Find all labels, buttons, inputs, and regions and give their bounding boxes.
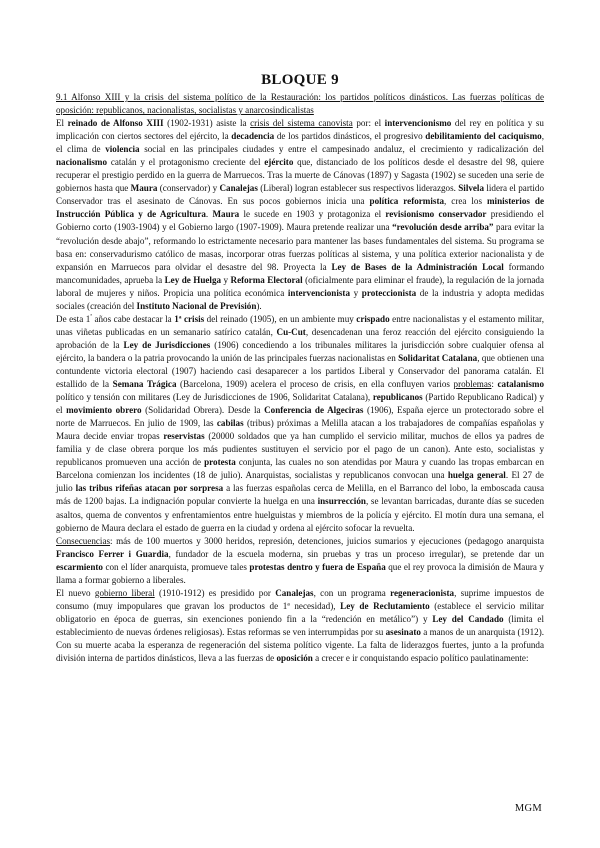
text-run: a manos de un anarquista (1912). Con su muerte acaba la esperanza de regeneración del sistema político vigente. La falta de liderazgos fuertes, junto a la profunda división interna de partidos dinásticos, lleva a las fuerzas de — [56, 626, 544, 664]
bold-term: Semana Trágica — [112, 379, 177, 390]
text-run: conjunta, las cuales no son atendidas por Maura y cuando las tropas embarcan en Barcelona comienzan los incidentes (18 de julio). Anarquistas, socialistas y republicanos convocan una — [56, 457, 545, 481]
text-run: (Liberal) logran establecer sus respectivos liderazgos. — [257, 183, 459, 194]
underlined-term: gobierno liberal — [94, 587, 155, 598]
text-run: (Barcelona, 1909) acelera el proceso de crisis, en ella confluyen varios — [176, 379, 454, 390]
text-run: de la industria y adopta medidas sociales (creación del — [56, 287, 544, 311]
text-run: entre nacionalistas y el estamento militar, unas viñetas publicadas en un semanario satírico catalán, — [56, 313, 544, 337]
text-run: El — [56, 118, 68, 129]
bold-term: Canalejas — [219, 183, 258, 194]
bold-term: debilitamiento del caciquismo — [425, 131, 542, 142]
text-run: (20000 soldados que ya han cumplido el servicio militar, muchos de ellos ya padres de familia y de clase obrera porque los más pudientes sustituyen el servicio por el pago de un canon). Ante esto, socialistas y republicanos promueven una acción de — [56, 431, 544, 468]
bold-term: intervencionismo — [384, 118, 452, 129]
bold-term: Ley de Jurisdicciones — [123, 339, 211, 350]
text-run: , desencadenan una feroz reacción del ejército consiguiendo la aprobación de la — [56, 326, 544, 350]
text-run: lidera el partido Conservador tras el asesinato de Cánovas. En sus pocos gobiernos inicia una — [56, 183, 545, 207]
text-run: , con un programa — [313, 587, 391, 598]
text-run: . El 27 de julio — [56, 470, 544, 494]
bold-term: insurrección — [317, 496, 366, 507]
paragraph — [56, 313, 544, 535]
text-run: por: el — [352, 118, 385, 129]
text-run: (1906) concediendo a los tribunales militares la jurisdicción sobre cualquier ofensa al ejército, la bandera o la patria provocando la unión de las principales fuerzas nacionalistas en — [56, 339, 544, 363]
footer-initials: MGM — [514, 803, 542, 814]
text-run: catalán y el protagonismo creciente del — [107, 157, 265, 168]
paragraph — [56, 587, 544, 665]
text-run: , el clima de — [56, 131, 544, 155]
text-run: ª — [90, 313, 92, 320]
bold-term: Ley del Candado — [432, 613, 504, 624]
bold-term: Canalejas — [275, 587, 314, 598]
text-run: de los partidos dinásticos, el progresivo — [274, 131, 426, 142]
text-run: , fundador de la escuela moderna, sin pruebas y tras un proceso irregular), se pretende dar un — [168, 548, 544, 559]
bold-term: Cu-Cut — [276, 326, 306, 337]
text-run: . — [205, 209, 213, 220]
bold-term: Ley de Huelga — [164, 274, 222, 285]
text-run: del rey en política y su implicación con ciertos sectores del ejército, la — [56, 118, 544, 142]
bold-term: Instituto Nacional de Previsión — [136, 300, 257, 311]
bold-term: republicanos — [372, 392, 423, 403]
bold-term: ministerios de Instrucción Pública y de Agricultura — [56, 196, 544, 220]
document-body — [56, 91, 544, 665]
paragraph — [56, 535, 544, 587]
text-run: le sucede en 1903 y protagoniza el — [239, 209, 386, 220]
bold-term: Ley de Reclutamiento — [340, 600, 430, 611]
underlined-term: Consecuencias — [56, 535, 111, 546]
bold-term: Ley de Bases de la Administración Local — [331, 261, 504, 272]
bold-term: escarmiento — [56, 561, 103, 572]
text-run: con el líder anarquista, promueve tales — [102, 561, 250, 572]
bold-term: intervencionista — [287, 287, 350, 298]
text-run: y — [350, 287, 362, 298]
bold-term: decadencia — [231, 131, 275, 142]
text-run: De esta 1 — [56, 313, 91, 324]
text-run: a las fuerzas españolas cerca de Melilla, en el Barranco del lobo, la emboscada causa más de 1200 bajas. La indignación popular convierte la huelga en una — [56, 483, 544, 507]
text-run: (limita el establecimiento de nuevas órdenes religiosas). Estas reformas se ven interrumpidas por su — [56, 613, 544, 637]
text-run: social en las principales ciudades y entre el campesinado andaluz, el crecimiento y radicalización del — [139, 144, 544, 155]
text-run: del reinado (1905), en un ambiente muy — [204, 313, 357, 324]
text-run: que el rey provoca la dimisión de Maura y llama a formar gobierno a liberales. — [56, 561, 544, 585]
bold-term: asesinato — [385, 626, 421, 637]
text-run: , que obtienen una contundente victoria electoral (1907) haciendo casi desaparecer a los partidos Liberal y Conservador del panorama catalán. El estallido de la — [56, 352, 544, 390]
text-run: (1906), España ejerce un protectorado sobre el norte de Marruecos. En julio de 1909, las — [56, 405, 545, 429]
bold-term: Francisco Ferrer i Guardia — [56, 548, 169, 559]
bold-term: reinado de Alfonso XIII — [67, 118, 164, 129]
text-run: político y tensión con militares (Ley de Jurisdicciones de 1906, Solidaritat Catalana), — [56, 392, 373, 403]
text-run: para evitar la “revolución desde abajo”, reformando lo estrictamente necesario para mantener las bases fundamentales del sistema. Su programa se basa en: conservadurismo católico de masas, incorporar otras fuerzas políticas al sistema, y una política exterior nacionalista y de expansión en Marruecos para olvidar el desastre del 98. Proyecta la — [56, 222, 545, 272]
bold-term: huelga general — [447, 470, 506, 481]
bold-term: ejército — [264, 157, 294, 168]
bold-term: política reformista — [369, 196, 445, 207]
text-run: ). — [256, 300, 262, 311]
bold-term: reservistas — [163, 431, 205, 442]
bold-term: Silvela — [458, 183, 485, 194]
text-run: (conservador) y — [157, 183, 220, 194]
bold-term: movimiento obrero — [66, 405, 142, 416]
text-run: años cabe destacar la — [91, 313, 175, 324]
text-run: (establece el servicio militar obligatorio en época de guerras, sin exenciones poniendo fin a la “redención en metálico”) y — [56, 600, 545, 624]
text-run: formando mancomunidades, aprueba la — [56, 261, 544, 285]
text-run: , se levantan barricadas, durante días se suceden asaltos, quema de conventos y enfrentamientos entre huelguistas y miembros de la policía y ejército. El motín dura una semana, el gobierno de Maura declara el estado de guerra en la ciudad y ordena al ejército sofocar la revuelta. — [56, 496, 544, 533]
underlined-term: crisis del sistema canovista — [250, 118, 353, 129]
text-run: presidiendo el Gobierno corto (1903-1904) y el Gobierno largo (1907-1909). Maura pretende realizar una — [56, 209, 544, 233]
text-run: (1902-1931) asiste la — [163, 118, 251, 129]
text-run: (oficialmente para eliminar el fraude), la regulación de la jornada laboral de mujeres y niños. Propicia una política económica — [56, 274, 545, 298]
text-run: : más de 100 muertos y 3000 heridos, represión, detenciones, juicios sumarios y ejecuciones (pedagogo anarquista — [110, 535, 544, 546]
bold-term: “revolución desde arriba” — [392, 222, 494, 233]
bold-term: regeneracionista — [390, 587, 455, 598]
bold-term: proteccionista — [361, 287, 417, 298]
underlined-term: problemas — [453, 379, 492, 390]
bold-term: crispado — [356, 313, 390, 324]
text-run: y — [221, 274, 231, 285]
paragraph — [56, 117, 544, 313]
bold-term: Solidaritat Catalana — [398, 352, 478, 363]
text-run: (Solidaridad Obrera). Desde la — [141, 405, 265, 416]
bold-term: violencia — [105, 144, 140, 155]
bold-term: las tribus rifeñas atacan por sorpresa — [75, 483, 224, 494]
bold-term: Maura — [212, 209, 240, 220]
bold-term: oposición — [276, 653, 313, 664]
bold-term: 1ª crisis — [174, 313, 205, 324]
paragraphs — [56, 117, 544, 665]
section-subtitle: 9.1 Alfonso XIII y la crisis del sistema político de la Restauración: los partidos políticos dinásticos. Las fuerzas políticas de oposición: republicanos, nacionalistas, socialistas y anarcosindicalistas — [56, 92, 544, 116]
bold-term: Conferencia de Algeciras — [264, 405, 364, 416]
bold-term: cabilas — [216, 418, 244, 429]
bold-term: Maura — [130, 183, 158, 194]
text-run: , suprime impuestos de consumo (muy impopulares que gravan los productos de 1ª necesidad), — [56, 587, 544, 611]
bold-term: nacionalismo — [56, 157, 108, 168]
text-run: a crecer e ir conquistando espacio político paulatinamente: — [312, 653, 529, 664]
bold-term: Reforma Electoral — [230, 274, 303, 285]
bold-term: revisionismo conservador — [385, 209, 487, 220]
text-run: (Partido Republicano Radical) y el — [56, 392, 545, 416]
text-run: El nuevo — [56, 587, 95, 598]
text-run: : — [491, 379, 498, 390]
bold-term: catalanismo — [497, 379, 544, 390]
bold-term: protesta — [204, 457, 236, 468]
page-title: BLOQUE 9 — [261, 72, 339, 88]
text-run: , crea los — [444, 196, 487, 207]
text-run: (1910-1912) es presidido por — [154, 587, 276, 598]
text-run: que, distanciado de los políticos desde el desastre del 98, quiere recuperar el prestigio perdido en la guerra de Marruecos. Tras la muerte de Cánovas (1897) y Sagasta (1902) se suceden una serie de gobiernos hasta que — [56, 157, 544, 194]
text-run: (tribus) próximas a Melilla atacan a los trabajadores de compañías españolas y Maura decide enviar tropas — [56, 418, 544, 442]
bold-term: protestas dentro y fuera de España — [249, 561, 386, 572]
